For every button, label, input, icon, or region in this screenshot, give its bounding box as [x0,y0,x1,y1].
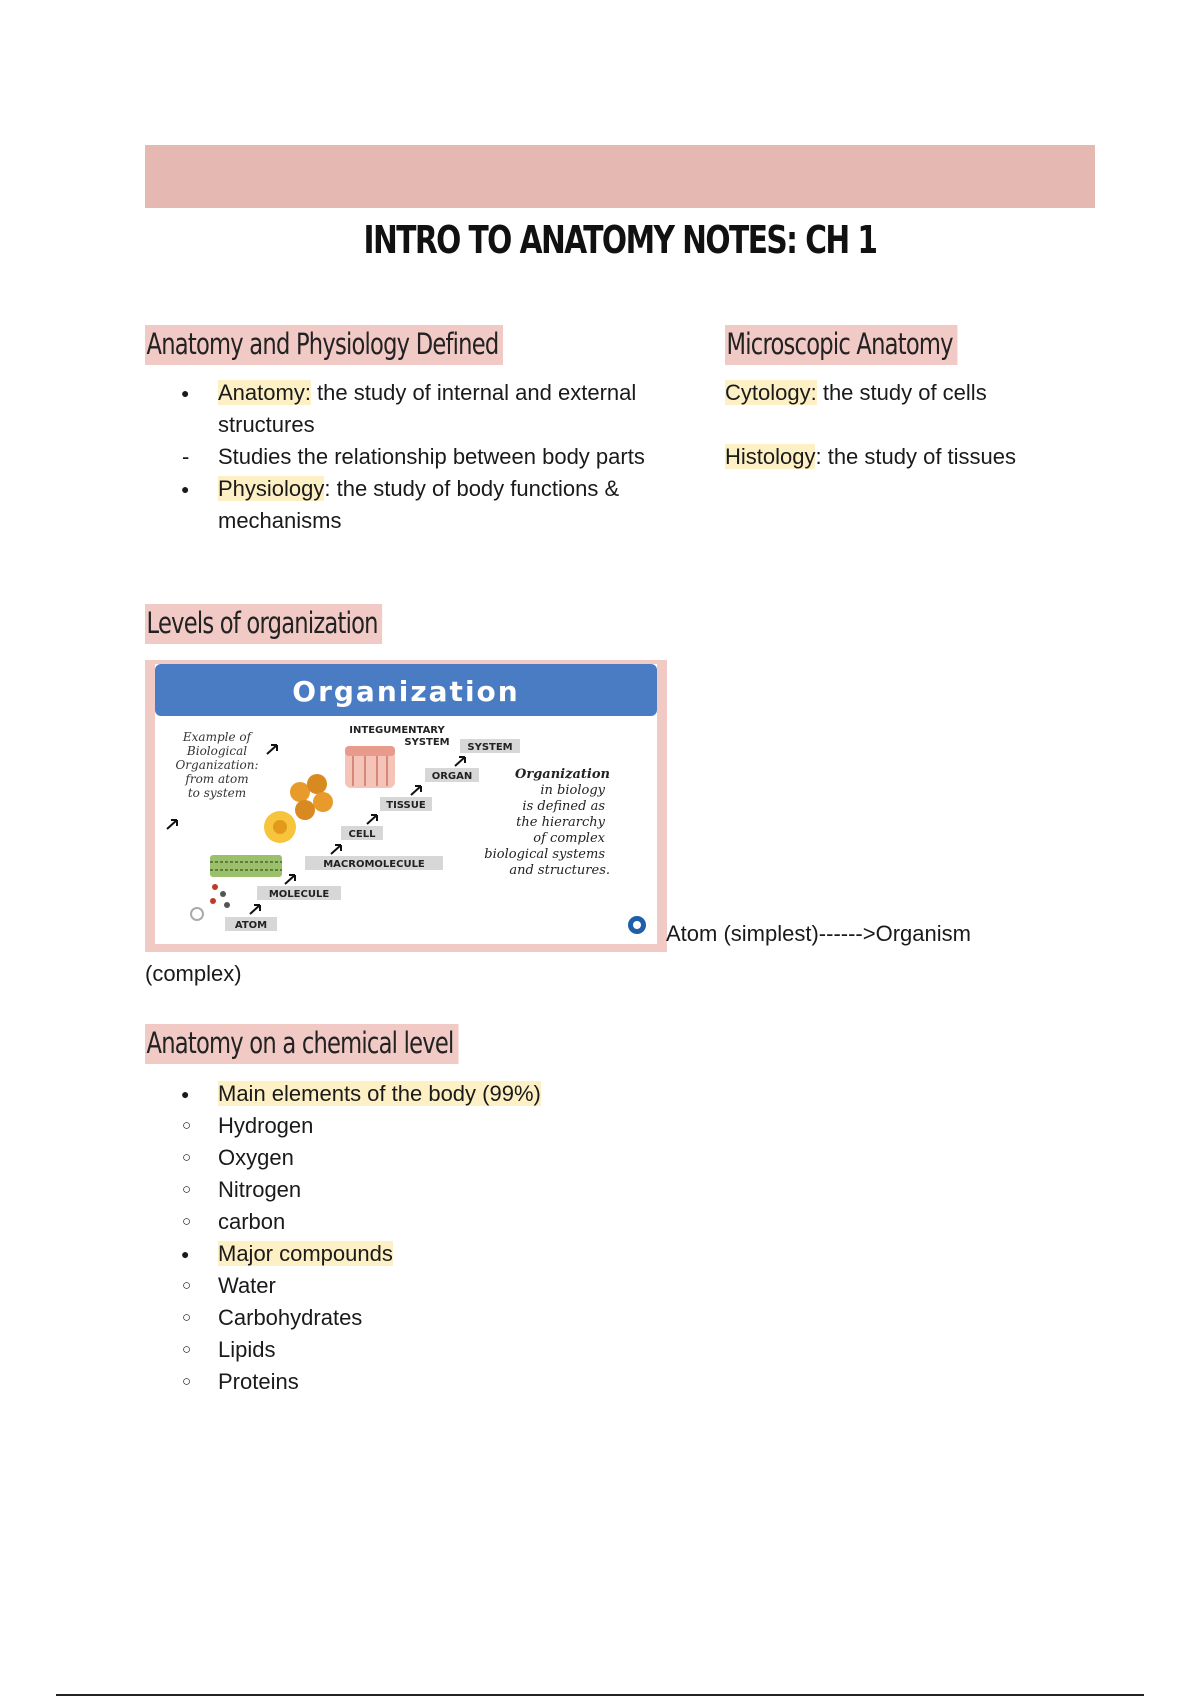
label-atom: ATOM [234,920,268,931]
example-line-5: to system [187,786,247,800]
histology-line [725,441,1016,473]
element-oxygen: Oxygen [218,1145,294,1170]
list-item-anatomy [181,377,661,441]
term-physiology: Physiology [218,476,325,501]
levels-caption-line-1: Atom (simplest)------>Organism [666,921,971,946]
label-molecule: MOLECULE [268,889,330,900]
arrow-icon [411,786,421,795]
arrow-icon [331,845,341,854]
label-system-word: SYSTEM [404,737,450,748]
arrow-icon [455,757,465,766]
list-item-element [109,1142,781,1174]
heading-chemical: Anatomy on a chemical level [145,1024,458,1064]
macromolecule-illustration [210,855,282,877]
list-item-compounds [181,1238,781,1270]
element-hydrogen: Hydrogen [218,1113,314,1138]
compound-carbohydrates: Carbohydrates [218,1305,363,1330]
cytology-line [725,377,987,409]
element-nitrogen: Nitrogen [218,1177,302,1202]
list-item-compound [109,1366,781,1398]
definition-line-5: of complex [533,831,605,846]
heading-levels: Levels of organization [145,604,382,644]
compound-proteins: Proteins [218,1369,299,1394]
example-line-4: from atom [185,772,249,786]
list-item-elements [181,1078,781,1110]
example-line-2: Biological [186,744,248,758]
anatomy-definition: the study of internal and external structures [218,380,637,437]
list-item-anatomy-sub [109,441,661,473]
label-tissue: TISSUE [386,800,426,811]
compounds-label: Major compounds [218,1241,393,1266]
page-title: INTRO TO ANATOMY NOTES: CH 1 [363,218,877,262]
physiology-definition: : the study of body functions & mechanisms [218,476,620,533]
cytology-definition: the study of cells [816,380,987,405]
skin-tissue-illustration [345,746,395,788]
definition-line-6: biological systems [484,847,605,862]
definition-line-2: in biology [540,783,605,798]
list-item-physiology [181,473,661,537]
definition-line-7: and structures. [509,863,610,878]
compound-water: Water [218,1273,276,1298]
label-system: SYSTEM [467,742,513,753]
list-item-compound [109,1334,781,1366]
label-macromolecule: MACROMOLECULE [323,859,425,870]
compound-lipids: Lipids [218,1337,276,1362]
label-cell: CELL [348,829,376,840]
element-carbon: carbon [218,1209,286,1234]
atom-icon [191,908,203,920]
organization-diagram [155,664,657,944]
example-line-3: Organization: [175,758,259,772]
cell-illustration [264,811,296,843]
example-text-block [175,730,258,800]
diagram-title: Organization [292,675,520,708]
cell-cluster-illustration [290,774,333,820]
arrow-icon [285,875,295,884]
term-cytology: Cytology: [725,380,817,405]
organization-diagram-frame [145,660,667,952]
list-item-compound [109,1270,781,1302]
header-banner [145,145,1095,208]
bottom-divider [56,1694,1144,1696]
term-anatomy: Anatomy: [218,380,311,405]
arrow-icon [367,815,377,824]
arrow-icon [167,820,177,829]
definition-text-block [484,767,610,878]
heading-microscopic: Microscopic Anatomy [725,325,957,365]
heading-ap-defined: Anatomy and Physiology Defined [145,325,503,365]
organization-diagram-svg [155,664,657,944]
definition-line-1: Organization [515,767,610,782]
levels-caption-line-2: (complex) [145,961,242,986]
example-line-1: Example of [182,730,252,744]
chemical-list [181,1078,781,1398]
histology-definition: : the study of tissues [815,444,1017,469]
arrow-icon [267,745,277,754]
list-item-compound [109,1302,781,1334]
label-integumentary: INTEGUMENTARY [349,725,445,736]
definition-line-4: the hierarchy [516,815,605,830]
molecule-illustration [210,884,230,908]
elements-label: Main elements of the body (99%) [218,1081,541,1106]
label-organ: ORGAN [431,771,473,782]
arrow-icon [250,905,260,914]
definition-line-3: is defined as [522,799,605,814]
list-item-element [109,1110,781,1142]
list-item-element [109,1206,781,1238]
ap-defined-list [181,377,661,537]
anatomy-sub-text: Studies the relationship between body parts [218,444,645,469]
term-histology: Histology [725,444,816,469]
list-item-element [109,1174,781,1206]
